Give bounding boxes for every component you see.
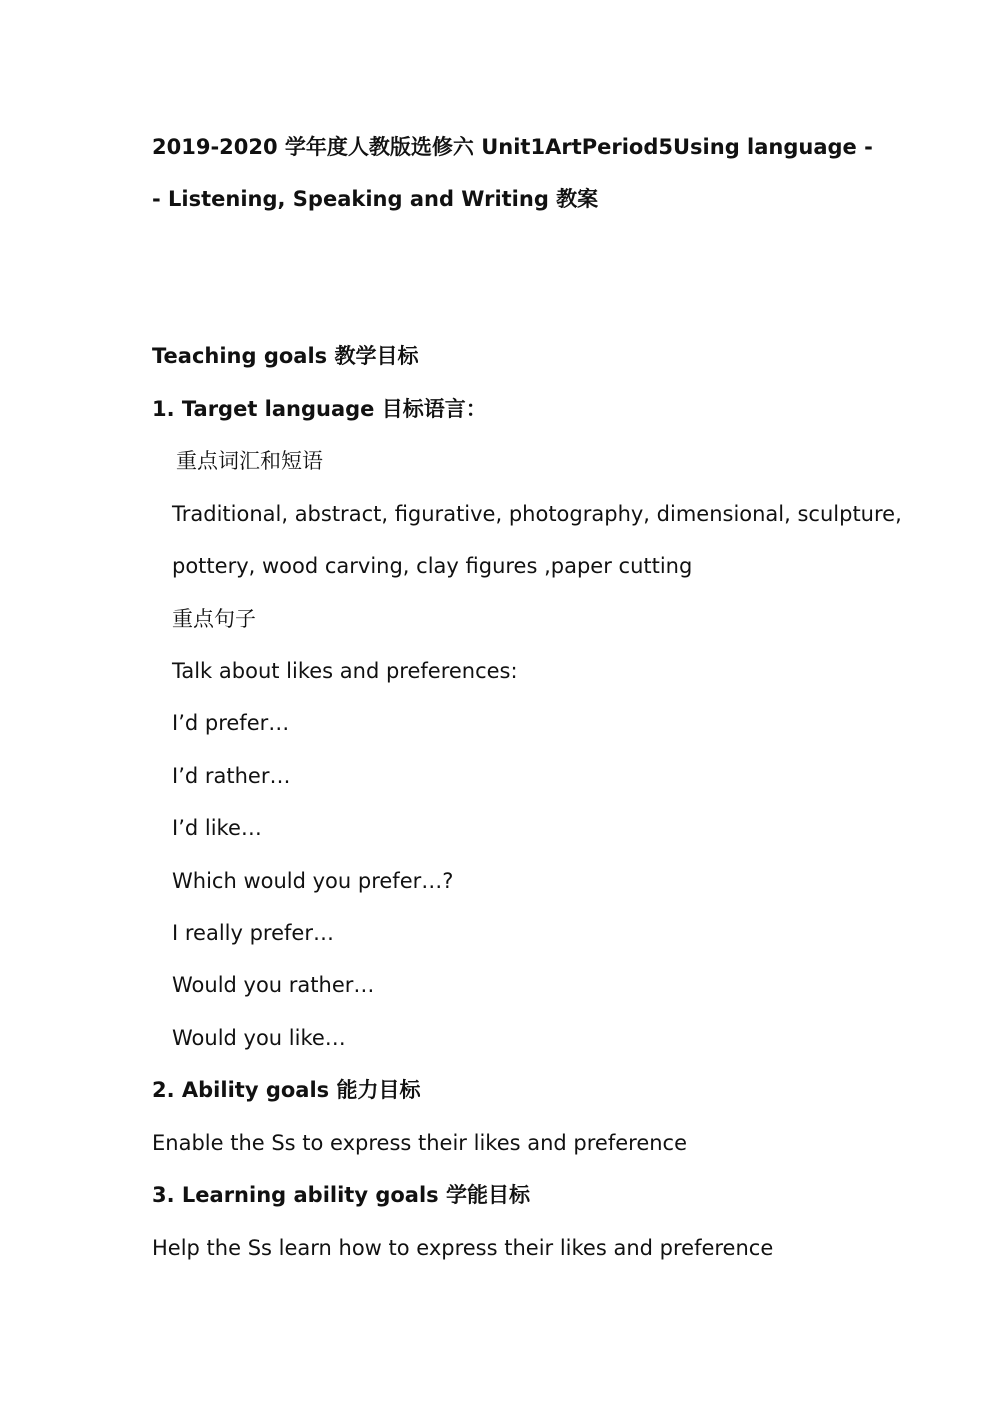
key-vocabulary-label: 重点词汇和短语 <box>176 449 323 473</box>
sentence-item: I’d prefer… <box>172 711 290 735</box>
sentence-item: I’d like… <box>172 816 262 840</box>
teaching-goals-heading: Teaching goals 教学目标 <box>152 344 419 368</box>
sentence-item: Would you rather… <box>172 973 375 997</box>
sentence-item: I’d rather… <box>172 764 291 788</box>
ability-goals-heading: 2. Ability goals 能力目标 <box>152 1078 421 1102</box>
sentence-item: Which would you prefer…? <box>172 869 454 893</box>
key-sentences-label: 重点句子 <box>172 607 256 631</box>
learning-ability-goals-heading: 3. Learning ability goals 学能目标 <box>152 1183 530 1207</box>
target-language-heading: 1. Target language 目标语言： <box>152 397 487 421</box>
learning-ability-goals-text: Help the Ss learn how to express their likes and preference <box>152 1236 774 1260</box>
sentence-item: I really prefer… <box>172 921 334 945</box>
ability-goals-text: Enable the Ss to express their likes and preference <box>152 1131 688 1155</box>
sentence-item: Talk about likes and preferences: <box>172 659 518 683</box>
document-title-line-1: 2019-2020 学年度人教版选修六 Unit1ArtPeriod5Using language - <box>152 135 873 159</box>
vocabulary-line-1: Traditional, abstract, figurative, photography, dimensional, sculpture, <box>172 502 902 526</box>
document-title-line-2: - Listening, Speaking and Writing 教案 <box>152 187 599 211</box>
sentence-item: Would you like… <box>172 1026 346 1050</box>
vocabulary-line-2: pottery, wood carving, clay figures ,paper cutting <box>172 554 693 578</box>
